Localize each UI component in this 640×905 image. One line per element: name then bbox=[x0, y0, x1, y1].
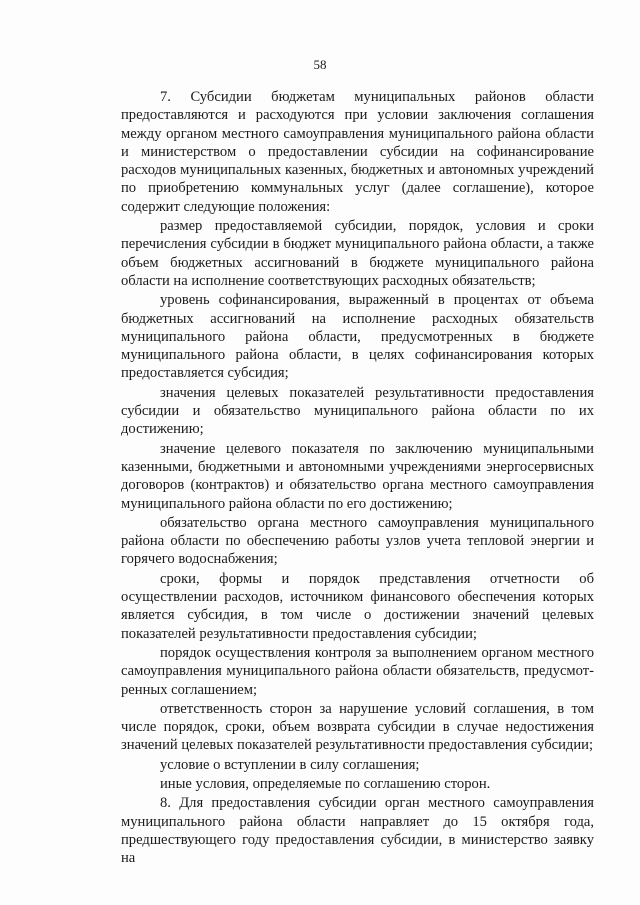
list-item-other-conditions: иные условия, определяемые по соглашению сторон. bbox=[160, 775, 491, 792]
list-item-target-indicators: значения целевых показателей результативности предоставления субсидии и обязательство муниципального района области по их достижению; bbox=[121, 384, 594, 438]
paragraph-8: 8. Для предоставления субсидии орган местного самоуправления муниципального района области направляет до 15 октября года, предшествующего году предоставления субсидии, в министерство заявку на bbox=[121, 795, 594, 867]
list-item-cofinancing-level: уровень софинансирования, выраженный в процентах от объема бюджетных ассигнований на исполнение расходных обязательств муниципального района области, предусмотренных в бюджете муниципального района области, в целях софинансирования которых предоставляется субсидия; bbox=[121, 292, 594, 382]
list-item-energy-service-indicator: значение целевого показателя по заключению муниципальными казенными, бюджетными и автономными учреждениями энергосервисных договоров (контрактов) и обязательство органа местного самоуправления муниципального района области по его достижению; bbox=[121, 440, 594, 512]
list-item-reporting: сроки, формы и порядок представления отчетности об осуществлении расходов, источником финансового обеспечения которых является субсидия, в том числе о достижении значений целевых показателей результативности предоставления субсидии; bbox=[121, 570, 594, 642]
list-item-responsibility: ответственность сторон за нарушение условий соглашения, в том числе порядок, сроки, объем возврата субсидии в случае недостижения значений целевых показателей результативности предоставления субсидии; bbox=[121, 700, 594, 754]
document-body bbox=[121, 88, 594, 868]
list-item-control: порядок осуществления контроля за выполнением органом местного самоуправления муниципального района области обязательств, предусмот-ренных соглашением; bbox=[121, 644, 594, 698]
page-number: 58 bbox=[313, 57, 327, 72]
list-item-metering-obligation: обязательство органа местного самоуправления муниципального района области по обеспечению работы узлов учета тепловой энергии и горячего водоснабжения; bbox=[121, 514, 594, 568]
list-item-subsidy-amount: размер предоставляемой субсидии, порядок, условия и сроки перечисления субсидии в бюджет муниципального района области, а также объем бюджетных ассигнований в бюджете муниципального района области на исполнение соответствующих расходных обязательств; bbox=[121, 218, 594, 289]
paragraph-7: 7. Субсидии бюджетам муниципальных районов области предоставляются и расходуются при условии заключения соглашения между органом местного самоуправления муниципального района области и министерством о предоставлении субсидии на софинансирование расходов муниципальных казенных, бюджетных и автономных учреждений по приобретению коммунальных услуг (далее соглашение), которое содержит следующие положения: bbox=[121, 89, 594, 215]
list-item-entry-into-force: условие о вступлении в силу соглашения; bbox=[160, 756, 420, 773]
